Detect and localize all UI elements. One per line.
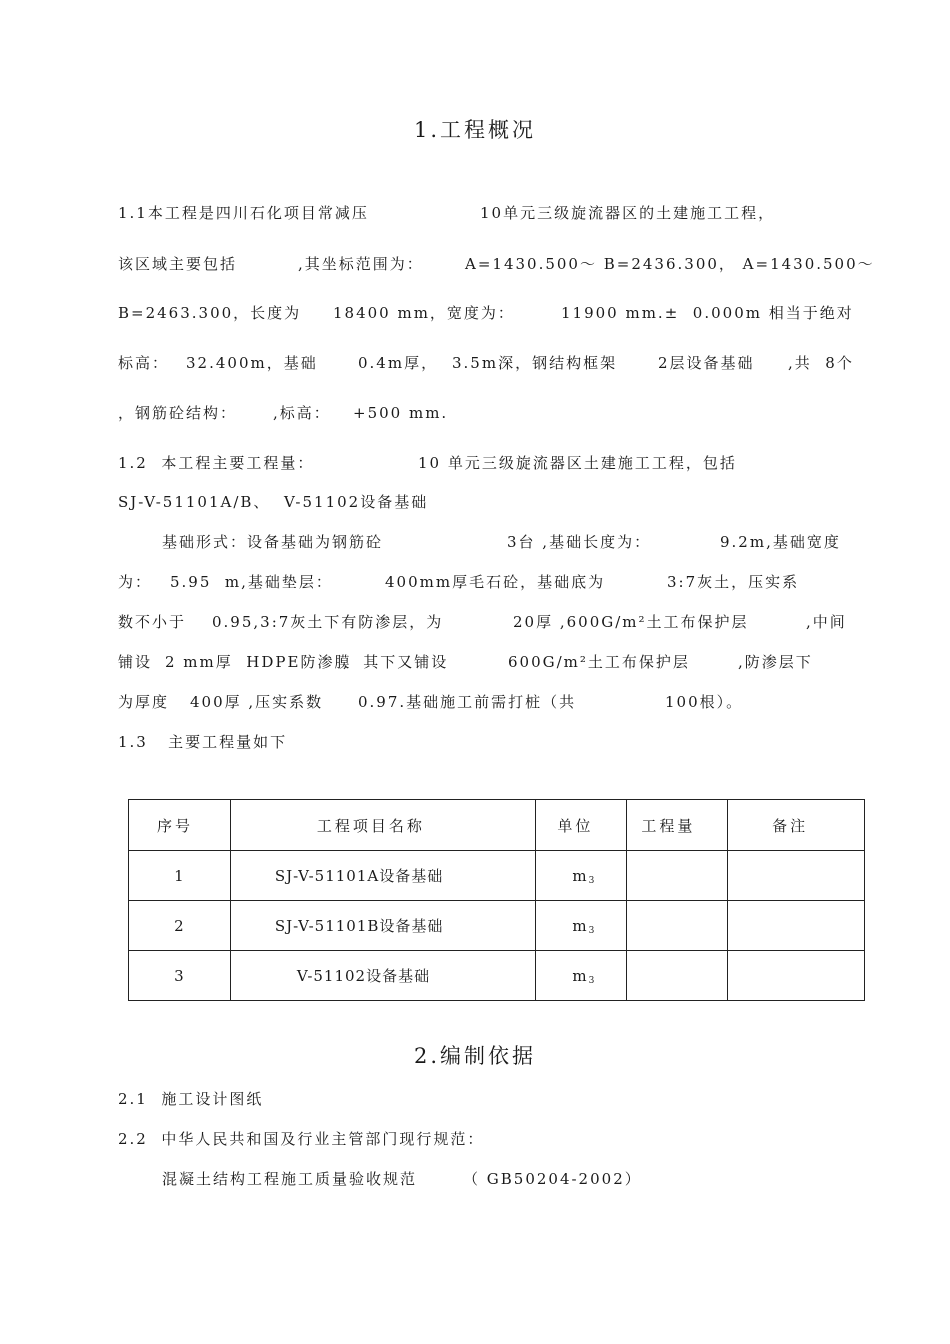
row-number-cell: 1 (129, 851, 231, 901)
row-number-cell: 2 (129, 901, 231, 951)
text-line: 标高： (118, 354, 170, 372)
text-line: 1.1本工程是四川石化项目常减压 (118, 204, 369, 222)
text-line: 2.2 中华人民共和国及行业主管部门现行规范： (118, 1130, 485, 1148)
text-line: ,其坐标范围为： (298, 255, 424, 273)
text-line: 32.400m，基础 (186, 354, 318, 372)
item-name-cell: SJ-V-51101B设备基础 (230, 901, 536, 951)
text-line: 2层设备基础 (658, 354, 755, 372)
text-line: 铺设 (118, 653, 153, 671)
text-line: 3台 ,基础长度为： (507, 533, 652, 551)
text-line: 数不小于 (118, 613, 187, 631)
text-line: ，钢筋砼结构： (118, 404, 238, 422)
unit-cell (536, 951, 627, 1001)
text-line: 2.1 施工设计图纸 (118, 1090, 264, 1108)
text-line: ,标高： (273, 404, 331, 422)
note-cell (728, 951, 865, 1001)
text-line: 3:7灰土，压实系 (667, 573, 800, 591)
quantity-cell (627, 951, 728, 1001)
text-line: 3.5m深，钢结构框架 (452, 354, 618, 372)
text-line: 600G/m²土工布保护层 (508, 653, 690, 671)
text-line: 0.97.基础施工前需打桩（共 (358, 693, 577, 711)
text-line: 10 单元三级旋流器区土建施工工程，包括 (418, 454, 737, 472)
text-line: 18400 mm，宽度为： (333, 304, 515, 322)
table-header-row (129, 800, 865, 851)
text-line: 11900 mm.± 0.000m 相当于绝对 (561, 304, 854, 322)
quantity-table (128, 799, 865, 1001)
unit-text: m (572, 916, 588, 935)
item-name-cell: V-51102设备基础 (230, 951, 536, 1001)
text-line: , 其下又铺设 (343, 653, 449, 671)
header-cell: 工程项目名称 (230, 800, 536, 851)
item-name-cell: SJ-V-51101A设备基础 (230, 851, 536, 901)
header-cell: 备注 (728, 800, 865, 851)
text-line: 2 mm厚 HDPE防渗膜 (165, 653, 352, 671)
text-line: 10单元三级旋流器区的土建施工工程， (480, 204, 776, 222)
text-line: 400厚 ,压实系数 (190, 693, 324, 711)
unit-cell (536, 901, 627, 951)
text-line: +500 mm. (353, 404, 449, 422)
text-line: B=2463.300，长度为 (118, 304, 302, 322)
row-number-cell: 3 (129, 951, 231, 1001)
text-line: 100根）。 (665, 693, 744, 711)
unit-superscript: 3 (588, 925, 596, 936)
note-cell (728, 901, 865, 951)
text-line: 为： (118, 573, 153, 591)
section-2-heading: 2.编制依据 (413, 1044, 537, 1068)
unit-text: m (572, 966, 588, 985)
text-line: 该区域主要包括 (118, 255, 238, 273)
text-line: 0.95,3:7灰土下有防渗层，为 (212, 613, 444, 631)
unit-superscript: 3 (588, 975, 596, 986)
header-cell: 工程量 (627, 800, 728, 851)
header-cell: 单位 (536, 800, 627, 851)
table-row (129, 851, 865, 901)
text-line: 1.2 本工程主要工程量： (118, 454, 315, 472)
text-line: 0.4m厚， (358, 354, 439, 372)
quantity-cell (627, 901, 728, 951)
unit-text: m (572, 866, 588, 885)
quantity-intro-line: 1.3 主要工程量如下 (118, 733, 288, 751)
text-line: 9.2m,基础宽度 (720, 533, 841, 551)
section-1-heading: 1.工程概况 (413, 118, 537, 142)
header-cell: 序号 (129, 800, 231, 851)
text-line: 20厚 ,600G/m²土工布保护层 (513, 613, 749, 631)
text-line: 混凝土结构工程施工质量验收规范 (162, 1170, 418, 1188)
text-line: 基础形式：设备基础为钢筋砼 (162, 533, 384, 551)
text-line: ,中间 (806, 613, 847, 631)
quantity-cell (627, 851, 728, 901)
text-line: 5.95 m,基础垫层： (170, 573, 333, 591)
text-line: A=1430.500～ B=2436.300， A=1430.500～ (465, 255, 875, 273)
text-line: ,防渗层下 (738, 653, 813, 671)
text-line: 为厚度 (118, 693, 170, 711)
note-cell (728, 851, 865, 901)
unit-superscript: 3 (588, 875, 596, 886)
text-line: 400mm厚毛石砼，基础底为 (385, 573, 606, 591)
text-line: （ GB50204-2002） (463, 1170, 642, 1188)
unit-cell (536, 851, 627, 901)
text-line: SJ-V-51101A/B、 V-51102设备基础 (118, 493, 429, 511)
text-line: ,共 8个 (788, 354, 854, 372)
table-row (129, 901, 865, 951)
table-row (129, 951, 865, 1001)
